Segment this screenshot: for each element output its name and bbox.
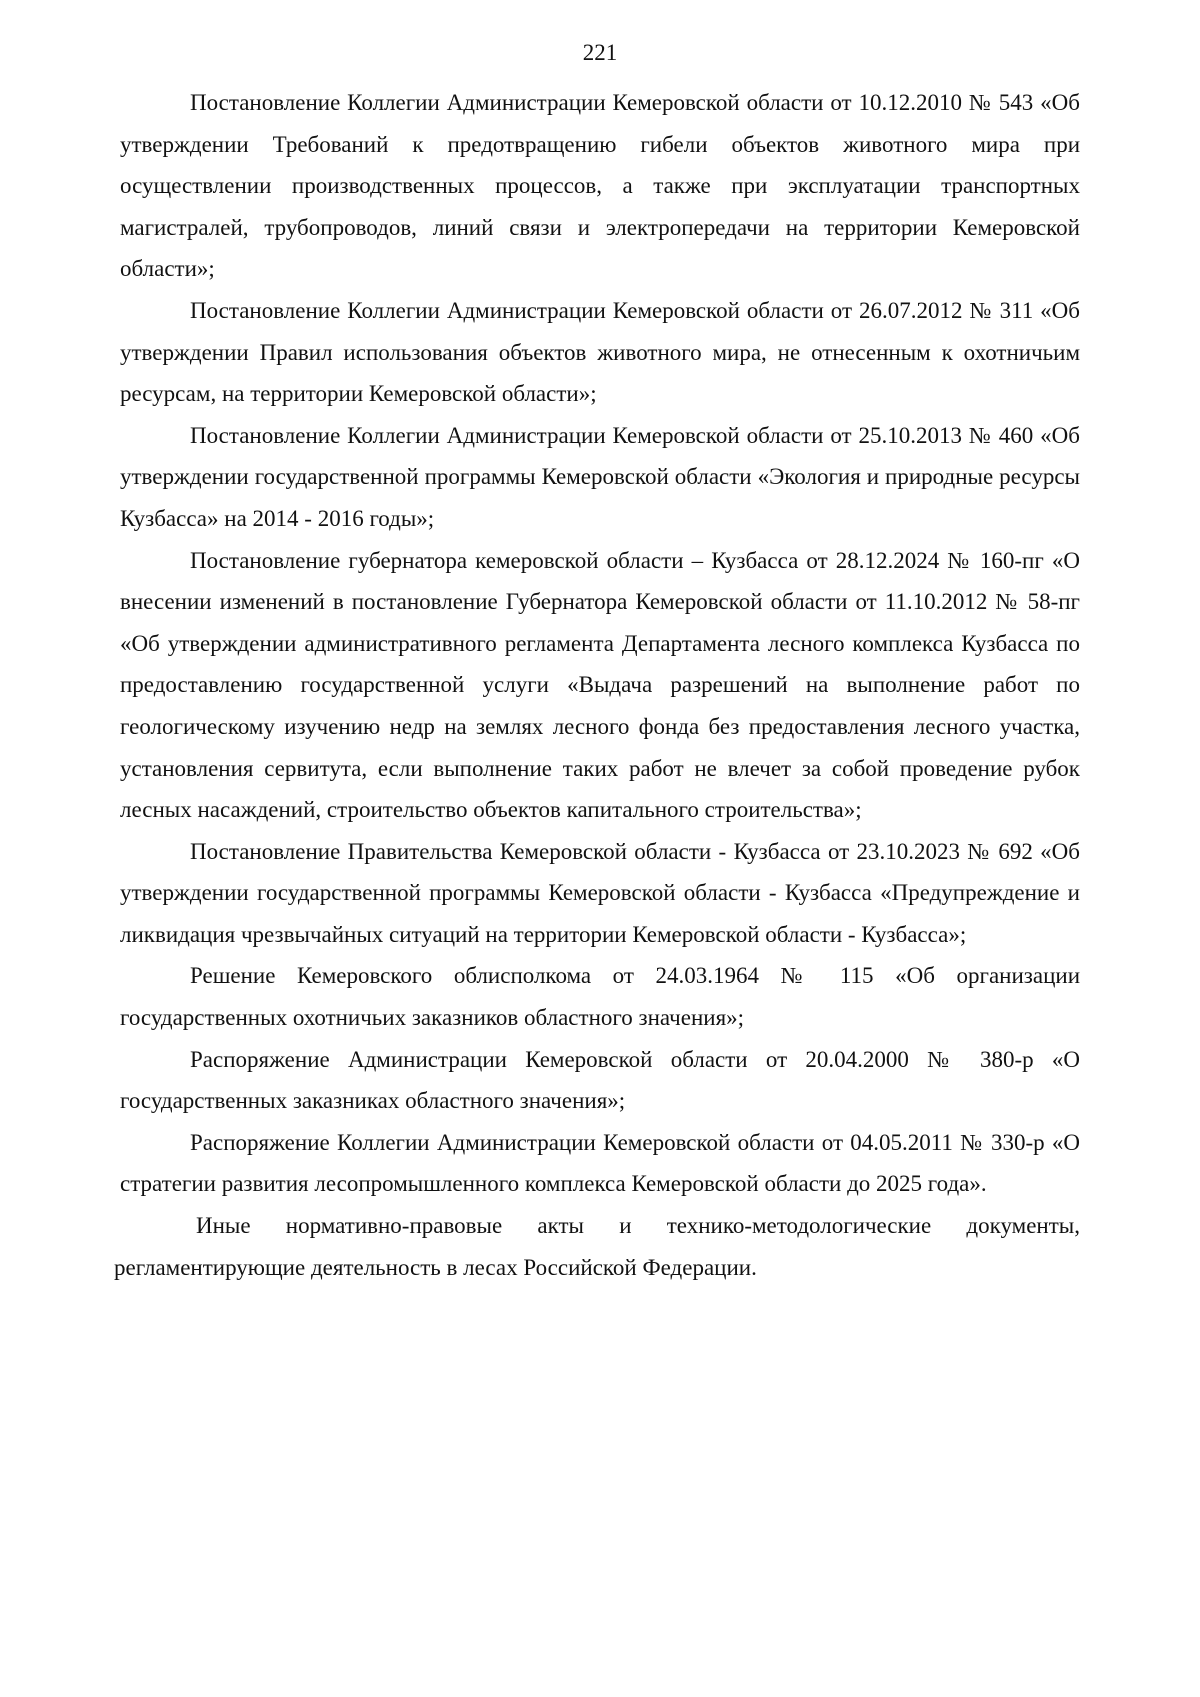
- paragraph-other-acts: Иные нормативно-правовые акты и технико-методологические документы, регламентирующие деятельность в лесах Российской Федерации.: [114, 1213, 1080, 1280]
- paragraph-resolution-692: Постановление Правительства Кемеровской области - Кузбасса от 23.10.2023 № 692 «Об утверждении государственной программы Кемеровской области - Кузбасса «Предупреждение и ликвидация чрезвычайных ситуаций на территории Кемеровской области - Кузбасса»;: [120, 838, 1080, 947]
- paragraph-order-380-r: Распоряжение Администрации Кемеровской области от 20.04.2000 № 380-р «О государственных заказниках областного значения»;: [120, 1046, 1080, 1114]
- page-number: 221: [582, 40, 618, 65]
- paragraph-resolution-543: Постановление Коллегии Администрации Кемеровской области от 10.12.2010 № 543 «Об утверждении Требований к предотвращению гибели объектов животного мира при осуществлении производственных процессов, а также при эксплуатации транспортных магистралей, трубопроводов, линий связи и электропередачи на территории Кемеровской области»;: [120, 90, 1080, 282]
- paragraph-order-330-r: Распоряжение Коллегии Администрации Кемеровской области от 04.05.2011 № 330-р «О стратегии развития лесопромышленного комплекса Кемеровской области до 2025 года».: [120, 1129, 1080, 1197]
- paragraph-decision-115: Решение Кемеровского облисполкома от 24.03.1964 № 115 «Об организации государственных охотничьих заказников областного значения»;: [120, 963, 1080, 1031]
- document-body: [114, 82, 1080, 1288]
- paragraph-resolution-311: Постановление Коллегии Администрации Кемеровской области от 26.07.2012 № 311 «Об утверждении Правил использования объектов животного мира, не отнесенным к охотничьим ресурсам, на территории Кемеровской области»;: [120, 297, 1080, 407]
- paragraph-resolution-460: Постановление Коллегии Администрации Кемеровской области от 25.10.2013 № 460 «Об утверждении государственной программы Кемеровской области «Экология и природные ресурсы Кузбасса» на 2014 - 2016 годы»;: [120, 422, 1080, 531]
- paragraph-resolution-160-pg: Постановление губернатора кемеровской области – Кузбасса от 28.12.2024 № 160-пг «О внесении изменений в постановление Губернатора Кемеровской области от 11.10.2012 № 58-пг «Об утверждении административного регламента Департамента лесного комплекса Кузбасса по предоставлению государственной услуги «Выдача разрешений на выполнение работ по геологическому изучению недр на землях лесного фонда без предоставления лесного участка, установления сервитута, если выполнение таких работ не влечет за собой проведение рубок лесных насаждений, строительство объектов капитального строительства»;: [120, 547, 1080, 823]
